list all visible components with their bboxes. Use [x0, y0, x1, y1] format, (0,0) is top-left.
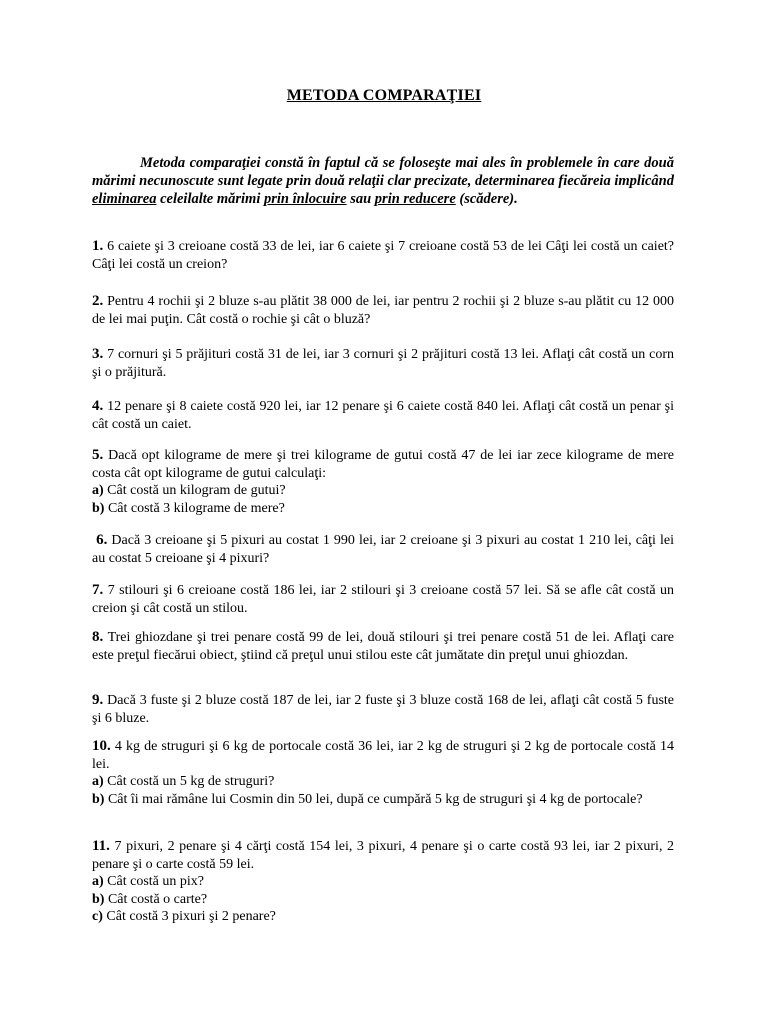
problem-text: Trei ghiozdane şi trei penare costă 99 de lei, două stilouri şi trei penare costă 51 de lei. Aflaţi care este preţul fiecărui obiect, ştiind că preţul unui stilou este cât jumătate din preţul unui ghiozdan. — [92, 630, 675, 663]
sub-text: Cât îi mai rămâne lui Cosmin din 50 lei, după ce cumpără 5 kg de struguri şi 4 kg de portocale? — [107, 791, 643, 807]
problem-9 — [92, 692, 674, 727]
problem-text: Dacă 3 fuste şi 2 bluze costă 187 de lei, iar 2 fuste şi 3 bluze costă 168 de lei, aflaţi cât costă 5 fuste şi 6 bluze. — [92, 693, 674, 726]
problem-number: 10. — [92, 738, 111, 754]
problem-number: 11. — [92, 838, 110, 854]
problem-number: 6. — [96, 532, 108, 548]
problem-number: 8. — [92, 629, 104, 645]
problem-10 — [92, 738, 674, 808]
problem-number: 3. — [92, 346, 104, 362]
intro-text-3: sau — [346, 191, 375, 207]
problem-4 — [92, 398, 674, 433]
problem-text: Dacă 3 creioane şi 5 pixuri au costat 1 990 lei, iar 2 creioane şi 3 pixuri au costat 1 210 lei, câţi lei au costat 5 creioane şi 4 pixuri? — [92, 533, 674, 566]
problem-text: 7 stilouri şi 6 creioane costă 186 lei, iar 2 stilouri şi 3 creioane costă 57 lei. Să se afle cât costă un creion şi cât costă un stilou. — [92, 583, 674, 616]
intro-underline-eliminarea: eliminarea — [92, 191, 157, 207]
sub-text: Cât costă 3 kilograme de mere? — [107, 500, 285, 516]
sub-text: Cât costă un pix? — [107, 874, 204, 889]
sub-label: b) — [92, 500, 105, 516]
problem-6 — [92, 532, 674, 567]
intro-text-2: celeilalte mărimi — [156, 191, 264, 207]
intro-underline-inlocuire: prin înlocuire — [263, 191, 347, 207]
problem-text: 7 cornuri şi 5 prăjituri costă 31 de lei, iar 3 cornuri şi 2 prăjituri costă 13 lei. Aflaţi cât costă un corn şi o prăjitură. — [92, 347, 674, 380]
sub-text: Cât costă un 5 kg de struguri? — [107, 774, 275, 789]
problem-number: 4. — [92, 398, 104, 414]
problem-number: 2. — [92, 293, 104, 309]
page-title: METODA COMPARAŢIEI — [286, 87, 482, 104]
sub-label: a) — [92, 483, 104, 498]
sub-question-b — [92, 791, 674, 809]
sub-question-b — [92, 891, 674, 909]
sub-question-a — [92, 773, 674, 791]
sub-question-a — [92, 873, 674, 891]
intro-text-1: Metoda comparaţiei constă în faptul că se foloseşte mai ales în problemele în care două mărimi necunoscute sunt legate prin două relaţii clar precizate, determinarea fiecăreia implicând — [92, 155, 674, 189]
problem-5 — [92, 447, 674, 517]
problem-text: Dacă opt kilograme de mere şi trei kilograme de gutui costă 47 de lei iar zece kilograme de mere costa cât opt kilograme de gutui calculaţi: — [92, 448, 675, 481]
sub-label: b) — [92, 891, 105, 907]
problem-text: 4 kg de struguri şi 6 kg de portocale costă 36 lei, iar 2 kg de struguri şi 2 kg de portocale costă 14 lei. — [92, 739, 675, 772]
sub-text: Cât costă o carte? — [107, 891, 208, 907]
intro-text-4: (scădere). — [455, 191, 518, 207]
problem-3 — [92, 346, 674, 381]
problem-8 — [92, 629, 674, 664]
sub-label: a) — [92, 874, 104, 889]
intro-underline-reducere: prin reducere — [374, 191, 456, 207]
sub-text: Cât costă 3 pixuri şi 2 penare? — [106, 909, 276, 924]
problem-11 — [92, 838, 674, 926]
problem-number: 9. — [92, 692, 104, 708]
sub-question-a — [92, 482, 674, 500]
intro-paragraph — [92, 154, 674, 208]
problem-2 — [92, 293, 674, 328]
problem-text: 7 pixuri, 2 penare şi 4 cărţi costă 154 lei, 3 pixuri, 4 penare şi o carte costă 93 lei, iar 2 pixuri, 2 penare şi o carte costă 59 lei. — [92, 839, 675, 872]
sub-text: Cât costă un kilogram de gutui? — [107, 483, 286, 498]
sub-label: b) — [92, 791, 105, 807]
sub-label: c) — [92, 909, 103, 924]
problem-text: 12 penare şi 8 caiete costă 920 lei, iar 12 penare şi 6 caiete costă 840 lei. Aflaţi cât costă un penar şi cât costă un caiet. — [92, 399, 675, 432]
problem-1 — [92, 238, 674, 273]
problem-text: Pentru 4 rochii şi 2 bluze s-au plătit 38 000 de lei, iar pentru 2 rochii şi 2 bluze s-au plătit cu 12 000 de lei mai puţin. Cât costă o rochie şi cât o bluză? — [92, 294, 674, 327]
sub-question-c — [92, 908, 674, 926]
problem-7 — [92, 582, 674, 617]
problem-number: 7. — [92, 582, 104, 598]
problem-number: 5. — [92, 447, 104, 463]
sub-question-b — [92, 500, 674, 518]
problem-text: 6 caiete şi 3 creioane costă 33 de lei, iar 6 caiete şi 7 creioane costă 53 de lei Câţi lei costă un caiet? Câţi lei costă un creion? — [92, 239, 675, 272]
problem-number: 1. — [92, 238, 104, 254]
sub-label: a) — [92, 774, 104, 789]
